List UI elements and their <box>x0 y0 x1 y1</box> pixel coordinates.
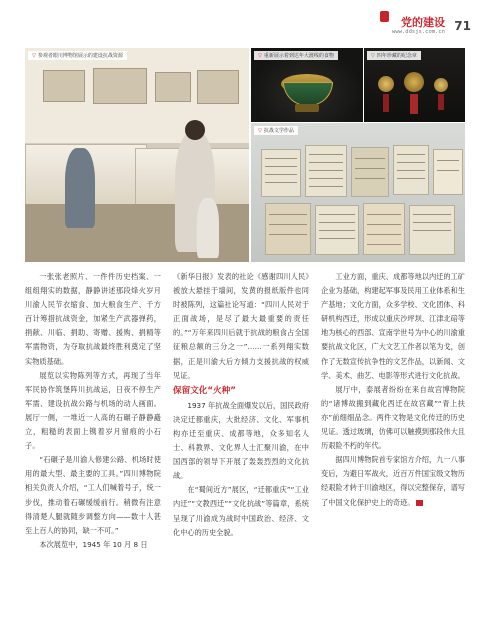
caption-marker-icon: ▽ <box>32 53 36 59</box>
paragraph: 展厅中，泰展者纷纷在来自故宫博物院的“诸博故搬到藏化西迁在故宫藏”“青上扶亦”前细细品念。两件文物是文化传迁的历史见证。透过玻璃，仿佛可以触摸到那段伟大且历艰险不朽的年代。 <box>321 384 465 451</box>
paragraph: 展览以实物陈列等方式，再现了当年军民协作筑堡阵川抗战运，日夜不停生产军需、建设抗战公路与机场的动人画面。展厅一侧，一堆近一人高的石碾子静静矗立，粗糙的表面上镌着岁月留痕的小石子。 <box>25 370 161 451</box>
paragraph: 一张张老照片、一件件历史档案、一组组翔实的数据，静静讲述那段烽火岁月川渝人民节衣缩食、加大粮食生产、千方百计筹措抗战资金，加紧生产武器弹药，捐献、川临、捐助、寄赠、援购、捐精等军需物资，为夺取抗战最终胜利奠定了坚实物质基础。 <box>25 272 161 366</box>
photo-medals <box>364 48 465 122</box>
photo-lacquer-bowl <box>251 48 363 122</box>
paragraph <box>321 453 465 509</box>
photo-literature-documents <box>251 123 465 262</box>
text-column-3 <box>321 270 465 510</box>
caption-marker-icon: ▽ <box>258 128 262 134</box>
paragraph: 《新华日报》发表的社论《感谢四川人民》被放大悬挂于墙间，发黄的报纸版件也同时被陈列，这篇社论写道：“四川人民对于正面战场，是尽了最大最重要的责任的。”“万年来四川后就于抗战的粮食占全国征粮总额的三分之一”……一系列翔实数据，正是川渝大后方倾力支援抗战的权威见证。 <box>173 272 309 380</box>
brand-seal-icon <box>380 11 389 22</box>
text-column-2 <box>173 270 309 540</box>
photo-museum-visitors <box>25 48 249 262</box>
brand-url: www.ddsjs.com.cn <box>392 29 445 35</box>
brand-logo: 党的建设 <box>401 16 445 29</box>
paragraph-text: 据四川博物院首专家馆方介绍，九一八事变后，为避日军战火，近百万件国宝级文物历经艰险才转于川渝地区，得以完整保存，谱写了中国文化保护史上的奇迹。 <box>321 455 465 507</box>
section-title: 保留文化“火种” <box>173 385 236 396</box>
text-column-1 <box>25 270 161 552</box>
caption-marker-icon: ▽ <box>258 53 262 59</box>
caption-photo1: 参观者眼川博物馆展示的建设抗战资源 <box>37 53 123 59</box>
end-mark-icon <box>416 500 423 506</box>
page-number: 71 <box>454 19 471 33</box>
paragraph: 本次展览中，1945 年 10 月 8 日 <box>39 539 148 549</box>
paragraph: 在“蜀间近方”展区，“迁都重庆”“工业内迁”“文教西迁”“文化抗战”等篇章，系统呈现了川渝成为战时中国政治、经济、文化中心的历史全貌。 <box>173 485 309 537</box>
caption-marker-icon: ▽ <box>371 53 375 59</box>
caption-photo3: 四年珍藏的纪念章 <box>376 53 417 59</box>
paragraph: 工业方面，重庆、成都等地以内迁的工矿企业为基础，构建起军事及民用工业体系和生产基地；文化方面，众多学校、文化团体、科研机构西迁，形成以重庆沙坪坝、江津北碚等地为核心的西部、宣南学世号为中心的川渝重要抗战文化区，广大文艺工作者以笔为戈，创作了无数宣传抗争性的文艺作品，以新闻、文学、美术、曲艺、电影等形式进行文化抗战。 <box>321 272 465 380</box>
paragraph: 1937 年抗战全面爆发以后，国民政府决定迁都重庆，大批经济、文化、军事机构亦迁至重庆、成都等地，众多知名人士、科教界、文化界人士汇聚川渝，在中国西部的领导下开展了轰轰烈烈的文化抗战。 <box>173 400 309 481</box>
caption-photo4: 抗战文学作品 <box>263 128 294 134</box>
paragraph: “石碾子是川渝人修建公路、机场时使用的最大型、最主要的工具。”四川博物院相关负责人介绍，“工人们喊着号子，统一步伐，推动着石碾缓缓前行。稍微有注意得清楚人腿就随步调整方向——数十人甚至上百人的协同，缺一不可。” <box>25 455 161 535</box>
caption-photo2: 重新展示着到达年大渡线的食物 <box>263 53 334 59</box>
